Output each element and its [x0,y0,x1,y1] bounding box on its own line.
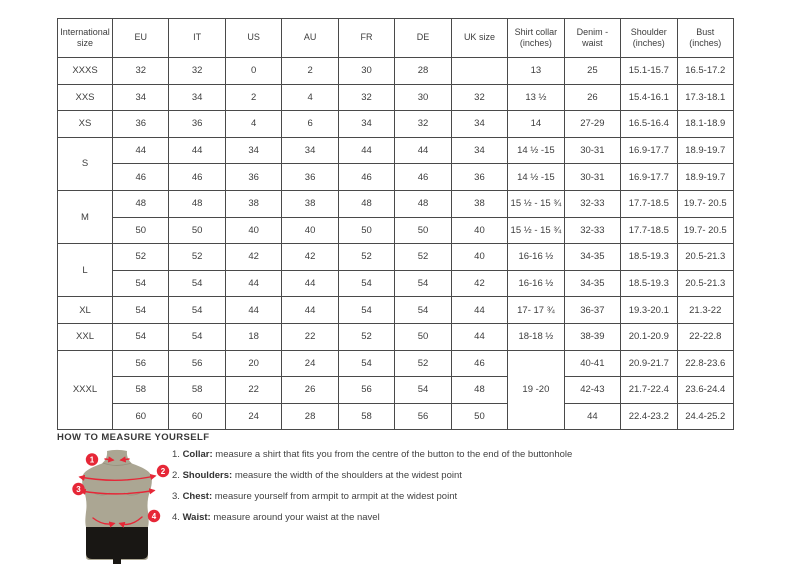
table-cell: 13 ½ [508,84,564,111]
marker-4-number: 4 [151,511,157,521]
table-cell: 44 [113,137,169,164]
table-cell: 32 [113,58,169,85]
table-cell: 2 [225,84,281,111]
table-cell: 38 [451,190,507,217]
table-cell: 23.6-24.4 [677,377,733,404]
table-cell: 32 [338,84,394,111]
table-cell: 13 [508,58,564,85]
table-cell: 6 [282,111,338,138]
table-cell: 15.1-15.7 [621,58,677,85]
table-cell: 50 [169,217,225,244]
table-cell: 16.9-17.7 [621,164,677,191]
table-row [58,244,734,271]
table-cell: 54 [113,270,169,297]
table-cell: 19.3-20.1 [621,297,677,324]
table-cell: 34-35 [564,244,620,271]
table-cell: 32-33 [564,190,620,217]
table-cell: 54 [113,297,169,324]
table-cell: 15 ½ - 15 ¾ [508,217,564,244]
table-row [58,297,734,324]
table-cell: 32 [395,111,451,138]
table-cell: 50 [395,323,451,350]
step-text: measure the width of the shoulders at the widest point [232,470,462,481]
column-header: IT [169,19,225,58]
table-cell: 38 [225,190,281,217]
table-cell: 54 [395,377,451,404]
table-cell: 34 [451,111,507,138]
measurement-figure-illustration [72,449,172,564]
table-cell: 46 [451,350,507,377]
step-number: 3. [172,491,183,502]
table-cell: 42 [451,270,507,297]
international-size-cell: XS [58,111,113,138]
table-cell: 44 [395,137,451,164]
column-header: Shoulder (inches) [621,19,677,58]
table-cell: 20.5-21.3 [677,270,733,297]
table-cell: 56 [395,403,451,430]
table-cell: 48 [169,190,225,217]
table-cell: 44 [451,323,507,350]
table-cell: 44 [169,137,225,164]
table-cell: 17- 17 ¾ [508,297,564,324]
table-cell: 46 [169,164,225,191]
table-cell: 25 [564,58,620,85]
table-cell: 38-39 [564,323,620,350]
table-cell: 46 [113,164,169,191]
column-header: EU [113,19,169,58]
measure-steps-list [172,450,572,534]
measure-step [172,471,572,481]
marker-3-number: 3 [76,484,81,494]
table-cell: 52 [338,323,394,350]
table-cell: 52 [113,244,169,271]
table-cell: 36-37 [564,297,620,324]
table-cell: 36 [113,111,169,138]
collar-arrow [105,459,113,460]
table-cell: 4 [282,84,338,111]
table-cell: 16.9-17.7 [621,137,677,164]
table-cell: 50 [451,403,507,430]
table-cell: 17.7-18.5 [621,190,677,217]
table-cell: 56 [113,350,169,377]
international-size-cell: XXXS [58,58,113,85]
mannequin-shorts [86,527,148,564]
step-label: Collar: [182,449,213,460]
table-row [58,350,734,377]
table-cell: 54 [338,350,394,377]
table-cell: 15.4-16.1 [621,84,677,111]
table-cell: 18.9-19.7 [677,164,733,191]
table-cell: 60 [113,403,169,430]
table-cell: 21.3-22 [677,297,733,324]
table-cell: 22.8-23.6 [677,350,733,377]
step-number: 2. [172,470,183,481]
international-size-cell: XXXL [58,350,113,430]
table-cell: 60 [169,403,225,430]
table-cell: 34-35 [564,270,620,297]
table-cell: 30 [338,58,394,85]
table-row [58,84,734,111]
table-cell: 54 [338,270,394,297]
table-body [58,58,734,430]
table-cell: 20 [225,350,281,377]
international-size-cell: S [58,137,113,190]
step-number: 4. [172,512,183,523]
table-row [58,137,734,164]
table-cell: 18-18 ½ [508,323,564,350]
measure-step [172,492,572,502]
table-row [58,58,734,85]
step-text: measure yourself from armpit to armpit at the widest point [212,491,458,502]
table-cell: 27-29 [564,111,620,138]
table-cell: 19.7- 20.5 [677,217,733,244]
table-cell: 26 [564,84,620,111]
step-label: Chest: [182,491,213,502]
table-cell: 54 [395,270,451,297]
collar-arrow [121,459,129,460]
table-cell: 52 [395,350,451,377]
table-cell: 14 ½ -15 [508,137,564,164]
table-cell: 28 [282,403,338,430]
table-cell: 48 [338,190,394,217]
step-label: Waist: [182,512,211,523]
table-cell: 24 [282,350,338,377]
table-cell: 16.5-16.4 [621,111,677,138]
table-cell: 46 [395,164,451,191]
table-cell [451,58,507,85]
table-cell: 30-31 [564,137,620,164]
table-cell: 14 ½ -15 [508,164,564,191]
table-cell: 28 [395,58,451,85]
table-cell: 34 [225,137,281,164]
table-cell: 50 [395,217,451,244]
marker-1-number: 1 [89,455,95,465]
table-cell: 18.1-18.9 [677,111,733,138]
table-row [58,270,734,297]
table-cell: 44 [451,297,507,324]
table-cell: 24.4-25.2 [677,403,733,430]
table-cell: 40 [451,217,507,244]
table-cell: 14 [508,111,564,138]
table-cell: 46 [338,164,394,191]
table-cell: 4 [225,111,281,138]
table-cell: 17.3-18.1 [677,84,733,111]
table-cell: 38 [282,190,338,217]
international-size-cell: XXL [58,323,113,350]
table-cell: 20.5-21.3 [677,244,733,271]
table-cell: 16-16 ½ [508,270,564,297]
measure-step [172,513,572,523]
table-cell: 32 [169,58,225,85]
marker-2-number: 2 [160,466,166,476]
table-cell: 32 [451,84,507,111]
measure-section-title: HOW TO MEASURE YOURSELF [57,432,210,443]
table-cell: 58 [113,377,169,404]
table-cell: 30 [395,84,451,111]
international-size-cell: XXS [58,84,113,111]
table-cell: 40 [282,217,338,244]
table-cell: 42-43 [564,377,620,404]
table-cell: 40 [451,244,507,271]
table-cell: 54 [169,270,225,297]
table-cell: 36 [451,164,507,191]
table-cell: 58 [338,403,394,430]
table-cell: 24 [225,403,281,430]
table-cell: 48 [113,190,169,217]
column-header: Denim - waist [564,19,620,58]
table-cell: 56 [338,377,394,404]
table-cell: 56 [169,350,225,377]
table-cell: 50 [338,217,394,244]
column-header: International size [58,19,113,58]
table-cell: 36 [169,111,225,138]
table-cell: 52 [169,244,225,271]
table-cell: 20.1-20.9 [621,323,677,350]
table-cell: 44 [564,403,620,430]
table-cell: 18.5-19.3 [621,244,677,271]
table-cell: 42 [225,244,281,271]
table-cell: 40 [225,217,281,244]
table-row [58,403,734,430]
table-cell: 48 [395,190,451,217]
table-cell: 54 [169,297,225,324]
column-header: Bust (inches) [677,19,733,58]
table-cell: 19 -20 [508,350,564,430]
table-cell: 44 [282,270,338,297]
international-size-cell: L [58,244,113,297]
table-cell: 18 [225,323,281,350]
table-cell: 17.7-18.5 [621,217,677,244]
table-cell: 16-16 ½ [508,244,564,271]
column-header: DE [395,19,451,58]
table-cell: 22-22.8 [677,323,733,350]
header-row [58,19,734,58]
table-cell: 22 [282,323,338,350]
table-cell: 54 [395,297,451,324]
column-header: US [225,19,281,58]
table-cell: 18.5-19.3 [621,270,677,297]
table-cell: 52 [395,244,451,271]
table-cell: 30-31 [564,164,620,191]
table-cell: 54 [338,297,394,324]
table-cell: 15 ½ - 15 ¾ [508,190,564,217]
table-cell: 21.7-22.4 [621,377,677,404]
international-size-cell: XL [58,297,113,324]
step-number: 1. [172,449,183,460]
column-header: UK size [451,19,507,58]
table-row [58,323,734,350]
table-cell: 54 [113,323,169,350]
table-cell: 42 [282,244,338,271]
table-cell: 44 [338,137,394,164]
table-cell: 48 [451,377,507,404]
table-cell: 26 [282,377,338,404]
table-cell: 19.7- 20.5 [677,190,733,217]
table-cell: 44 [282,297,338,324]
table-cell: 2 [282,58,338,85]
table-cell: 36 [225,164,281,191]
column-header: Shirt collar (inches) [508,19,564,58]
international-size-cell: M [58,190,113,243]
column-header: FR [338,19,394,58]
table-cell: 34 [451,137,507,164]
table-cell: 36 [282,164,338,191]
step-text: measure a shirt that fits you from the centre of the button to the end of the buttonhole [212,449,573,460]
table-cell: 44 [225,297,281,324]
table-cell: 50 [113,217,169,244]
table-cell: 34 [169,84,225,111]
table-row [58,164,734,191]
size-table [57,18,734,430]
table-cell: 0 [225,58,281,85]
table-cell: 16.5-17.2 [677,58,733,85]
table-row [58,190,734,217]
table-cell: 54 [169,323,225,350]
table-cell: 34 [282,137,338,164]
table-cell: 22.4-23.2 [621,403,677,430]
table-cell: 22 [225,377,281,404]
step-label: Shoulders: [182,470,233,481]
column-header: AU [282,19,338,58]
mannequin-torso [82,450,152,564]
table-cell: 20.9-21.7 [621,350,677,377]
table-cell: 18.9-19.7 [677,137,733,164]
table-row [58,377,734,404]
table-row [58,111,734,138]
table-row [58,217,734,244]
table-cell: 34 [113,84,169,111]
table-cell: 40-41 [564,350,620,377]
table-cell: 34 [338,111,394,138]
table-cell: 44 [225,270,281,297]
measure-step [172,450,572,460]
step-text: measure around your waist at the navel [210,512,380,523]
table-cell: 52 [338,244,394,271]
table-cell: 58 [169,377,225,404]
table-cell: 32-33 [564,217,620,244]
